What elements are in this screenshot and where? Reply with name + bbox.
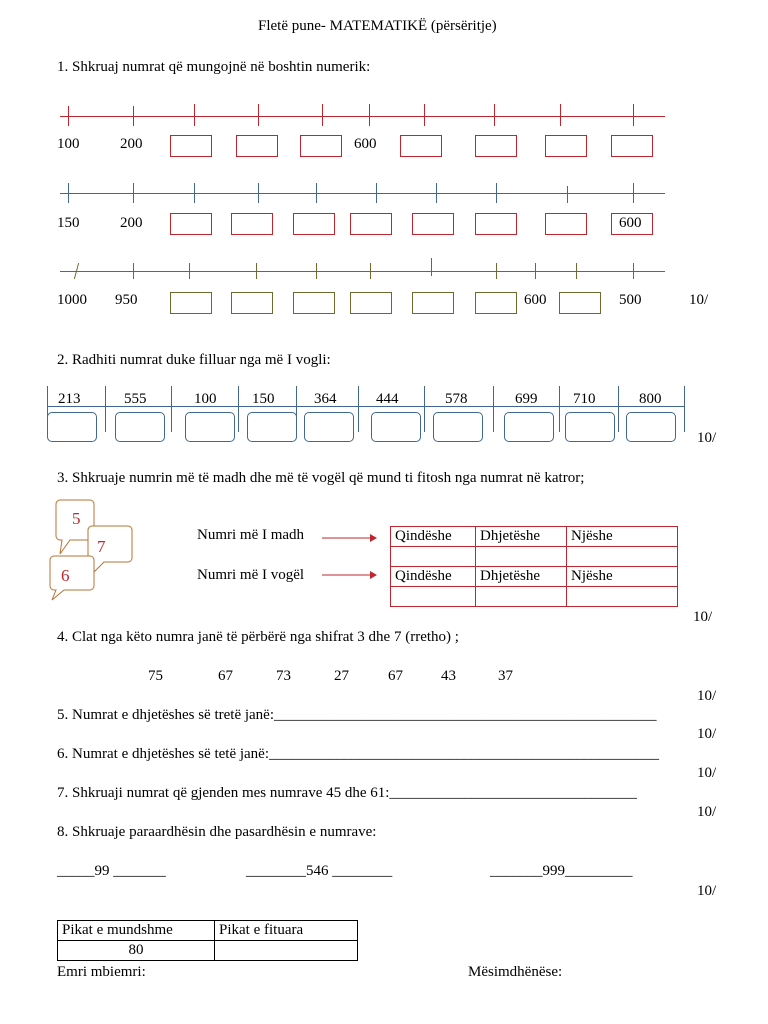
order-answer-box[interactable] — [504, 412, 554, 442]
q8-item[interactable]: _______999_________ — [490, 863, 633, 879]
order-number: 100 — [194, 391, 217, 407]
line3-label: 500 — [619, 292, 642, 308]
smallest-label: Numri më I vogël — [197, 567, 305, 583]
q2-prompt: 2. Radhiti numrat duke filluar nga më I vogli: — [57, 352, 331, 368]
answer-box[interactable] — [300, 135, 342, 157]
answer-box[interactable] — [545, 213, 587, 235]
answer-box[interactable] — [545, 135, 587, 157]
answer-box[interactable] — [170, 135, 212, 157]
bubble-digit: 6 — [61, 566, 70, 585]
line3-label: 950 — [115, 292, 138, 308]
order-answer-box[interactable] — [626, 412, 676, 442]
speech-bubble-6 — [50, 556, 94, 600]
answer-box[interactable] — [293, 292, 335, 314]
score-q3: 10/ — [693, 609, 713, 625]
header-ones: Njëshe — [567, 527, 678, 547]
answer-box[interactable] — [350, 292, 392, 314]
answer-box[interactable] — [412, 213, 454, 235]
answer-cell[interactable] — [391, 547, 476, 567]
order-number: 150 — [252, 391, 275, 407]
bubble-digit: 7 — [97, 537, 106, 556]
q3-prompt: 3. Shkruaje numrin më të madh dhe më të vogël që mund ti fitosh nga numrat në katror; — [57, 470, 585, 486]
answer-box[interactable] — [170, 292, 212, 314]
arrow-icon — [322, 533, 378, 543]
answer-box[interactable] — [236, 135, 278, 157]
points-table — [57, 920, 358, 961]
possible-points-value: 80 — [58, 941, 215, 961]
answer-box[interactable] — [231, 292, 273, 314]
largest-label: Numri më I madh — [197, 527, 305, 543]
order-answer-box[interactable] — [565, 412, 615, 442]
answer-box[interactable] — [611, 135, 653, 157]
header-hundreds: Qindëshe — [391, 527, 476, 547]
line3-label: 1000 — [57, 292, 87, 308]
bubble-digit: 5 — [72, 509, 81, 528]
header-ones: Njëshe — [567, 567, 678, 587]
line2-label: 150 — [57, 215, 80, 231]
line1-label: 200 — [120, 136, 143, 152]
q7-prompt[interactable]: 7. Shkruaji numrat që gjenden mes numrave 45 dhe 61:_________________________________ — [57, 785, 637, 801]
order-number: 578 — [445, 391, 468, 407]
q4-prompt: 4. Clat nga këto numra janë të përbërë nga shifrat 3 dhe 7 (rretho) ; — [57, 629, 459, 645]
digit-bubbles — [48, 498, 138, 602]
q4-number[interactable]: 73 — [276, 668, 291, 684]
answer-cell[interactable] — [476, 587, 567, 607]
answer-box[interactable] — [231, 213, 273, 235]
q8-item[interactable]: ________546 ________ — [246, 863, 393, 879]
line3-label: 600 — [524, 292, 547, 308]
order-number: 710 — [573, 391, 596, 407]
answer-cell[interactable] — [567, 547, 678, 567]
answer-box[interactable] — [350, 213, 392, 235]
order-number: 555 — [124, 391, 147, 407]
place-value-table-largest — [390, 526, 678, 567]
possible-points-label: Pikat e mundshme — [58, 921, 215, 941]
q4-number[interactable]: 37 — [498, 668, 513, 684]
answer-box[interactable] — [475, 135, 517, 157]
q5-prompt[interactable]: 5. Numrat e dhjetëshes së tretë janë:___________________________________________________ — [57, 707, 657, 723]
place-value-table-smallest — [390, 566, 678, 607]
q1-prompt: 1. Shkruaj numrat që mungojnë në boshtin numerik: — [57, 59, 371, 75]
arrow-icon — [322, 570, 378, 580]
score-q2: 10/ — [697, 430, 717, 446]
answer-box[interactable] — [412, 292, 454, 314]
order-answer-box[interactable] — [247, 412, 297, 442]
line1-label: 100 — [57, 136, 80, 152]
line2-label: 600 — [619, 215, 642, 231]
answer-box[interactable] — [559, 292, 601, 314]
answer-cell[interactable] — [476, 547, 567, 567]
answer-box[interactable] — [293, 213, 335, 235]
order-answer-box[interactable] — [115, 412, 165, 442]
answer-cell[interactable] — [391, 587, 476, 607]
q4-number[interactable]: 67 — [388, 668, 403, 684]
order-answer-box[interactable] — [433, 412, 483, 442]
order-answer-box[interactable] — [304, 412, 354, 442]
answer-box[interactable] — [475, 292, 517, 314]
q4-number[interactable]: 75 — [148, 668, 163, 684]
page-title: Fletë pune- MATEMATIKË (përsëritje) — [258, 18, 497, 34]
header-tens: Dhjetëshe — [476, 567, 567, 587]
speech-bubble-7 — [88, 526, 132, 574]
score-q7: 10/ — [697, 804, 717, 820]
student-name-label: Emri mbiemri: — [57, 964, 146, 980]
score-q8: 10/ — [697, 883, 717, 899]
q8-prompt: 8. Shkruaje paraardhësin dhe pasardhësin e numrave: — [57, 824, 377, 840]
q4-number[interactable]: 43 — [441, 668, 456, 684]
header-tens: Dhjetëshe — [476, 527, 567, 547]
answer-box[interactable] — [400, 135, 442, 157]
score-q1: 10/ — [689, 292, 709, 308]
q4-number[interactable]: 67 — [218, 668, 233, 684]
score-q4: 10/ — [697, 688, 717, 704]
line1-label: 600 — [354, 136, 377, 152]
answer-box[interactable] — [475, 213, 517, 235]
earned-points-value[interactable] — [215, 941, 358, 961]
score-q6: 10/ — [697, 765, 717, 781]
order-number: 213 — [58, 391, 81, 407]
answer-box[interactable] — [170, 213, 212, 235]
score-q5: 10/ — [697, 726, 717, 742]
teacher-label: Mësimdhënëse: — [468, 964, 563, 980]
q8-item[interactable]: _____99 _______ — [57, 863, 166, 879]
order-answer-box[interactable] — [47, 412, 97, 442]
earned-points-label: Pikat e fituara — [215, 921, 358, 941]
order-number: 800 — [639, 391, 662, 407]
order-number: 364 — [314, 391, 337, 407]
line2-label: 200 — [120, 215, 143, 231]
q6-prompt[interactable]: 6. Numrat e dhjetëshes së tetë janë:____________________________________________________ — [57, 746, 660, 762]
answer-cell[interactable] — [567, 587, 678, 607]
order-number: 444 — [376, 391, 399, 407]
order-answer-box[interactable] — [185, 412, 235, 442]
order-number: 699 — [515, 391, 538, 407]
header-hundreds: Qindëshe — [391, 567, 476, 587]
order-answer-box[interactable] — [371, 412, 421, 442]
q4-number[interactable]: 27 — [334, 668, 349, 684]
